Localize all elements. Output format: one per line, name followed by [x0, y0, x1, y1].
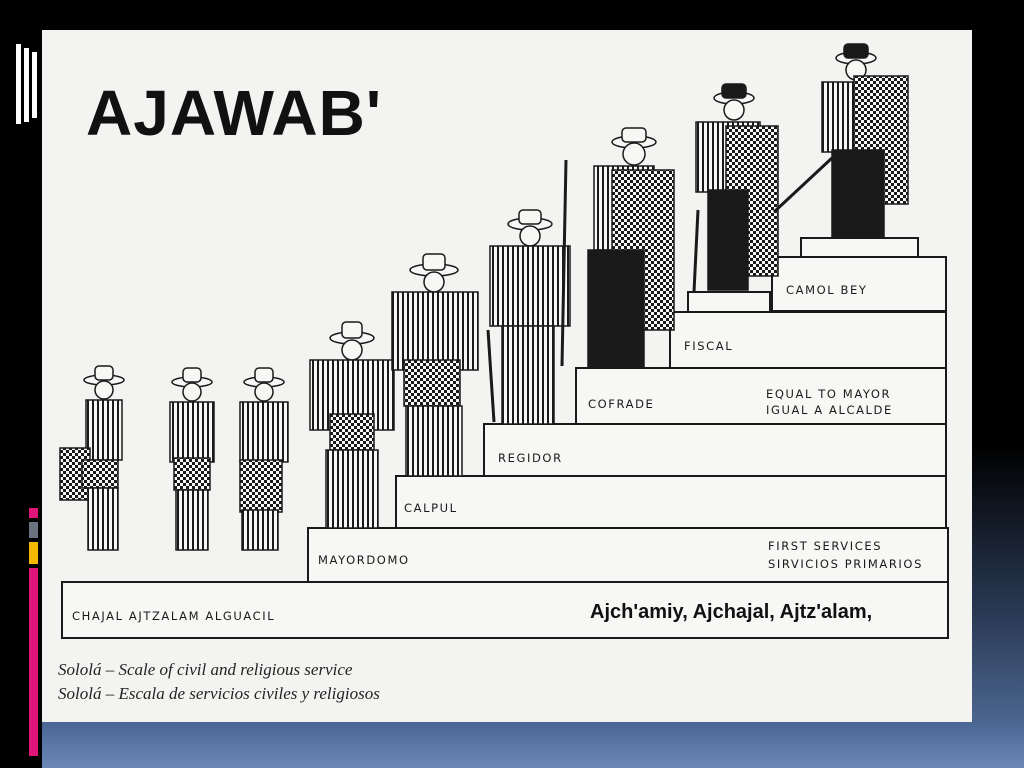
label-fiscal: FISCAL [684, 339, 734, 353]
step-camol-bey-top [801, 238, 918, 257]
figure-alguacil-2 [170, 368, 214, 550]
accent-bar-magenta [29, 508, 38, 518]
figure-fiscal [694, 84, 778, 292]
label-equal-mayor-en: EQUAL TO MAYOR [766, 387, 892, 401]
accent-bar-magenta-long [29, 568, 38, 756]
figure-regidor [488, 210, 570, 424]
figure-alguacil-3 [240, 368, 288, 550]
caption-english: Sololá – Scale of civil and religious service [58, 660, 353, 679]
label-equal-mayor-es: IGUAL A ALCALDE [766, 403, 893, 417]
label-calpul: CALPUL [404, 501, 458, 515]
caption-spanish: Sololá – Escala de servicios civiles y religiosos [58, 684, 380, 703]
step-fiscal-top [688, 292, 770, 312]
label-first-services-es: SIRVICIOS PRIMARIOS [768, 557, 923, 571]
accent-color-bars [29, 508, 38, 756]
label-camol-bey: CAMOL BEY [786, 283, 868, 297]
accent-bar-gray [29, 522, 38, 538]
service-scale-diagram [42, 30, 972, 722]
label-first-services-en: FIRST SERVICES [768, 539, 883, 553]
accent-bar-yellow [29, 542, 38, 564]
slide-image [42, 30, 972, 722]
figure-cofrade [562, 128, 674, 368]
bottom-blue-band [42, 722, 1024, 768]
figure-camol-bey [774, 44, 908, 238]
step-calpul [396, 476, 946, 528]
slide-title: AJAWAB' [86, 77, 383, 149]
label-regidor: REGIDOR [498, 451, 563, 465]
vertical-bars-icon [16, 44, 42, 124]
figure-calpul [392, 254, 478, 476]
label-mayordomo: MAYORDOMO [318, 553, 410, 567]
label-ajchamiy: Ajch'amiy, Ajchajal, Ajtz'alam, [590, 601, 873, 623]
step-regidor [484, 424, 946, 476]
figure-mayordomo [310, 322, 394, 528]
figure-alguacil-1 [60, 366, 124, 550]
label-cofrade: COFRADE [588, 397, 655, 411]
label-chajal: CHAJAL AJTZALAM ALGUACIL [72, 609, 276, 623]
